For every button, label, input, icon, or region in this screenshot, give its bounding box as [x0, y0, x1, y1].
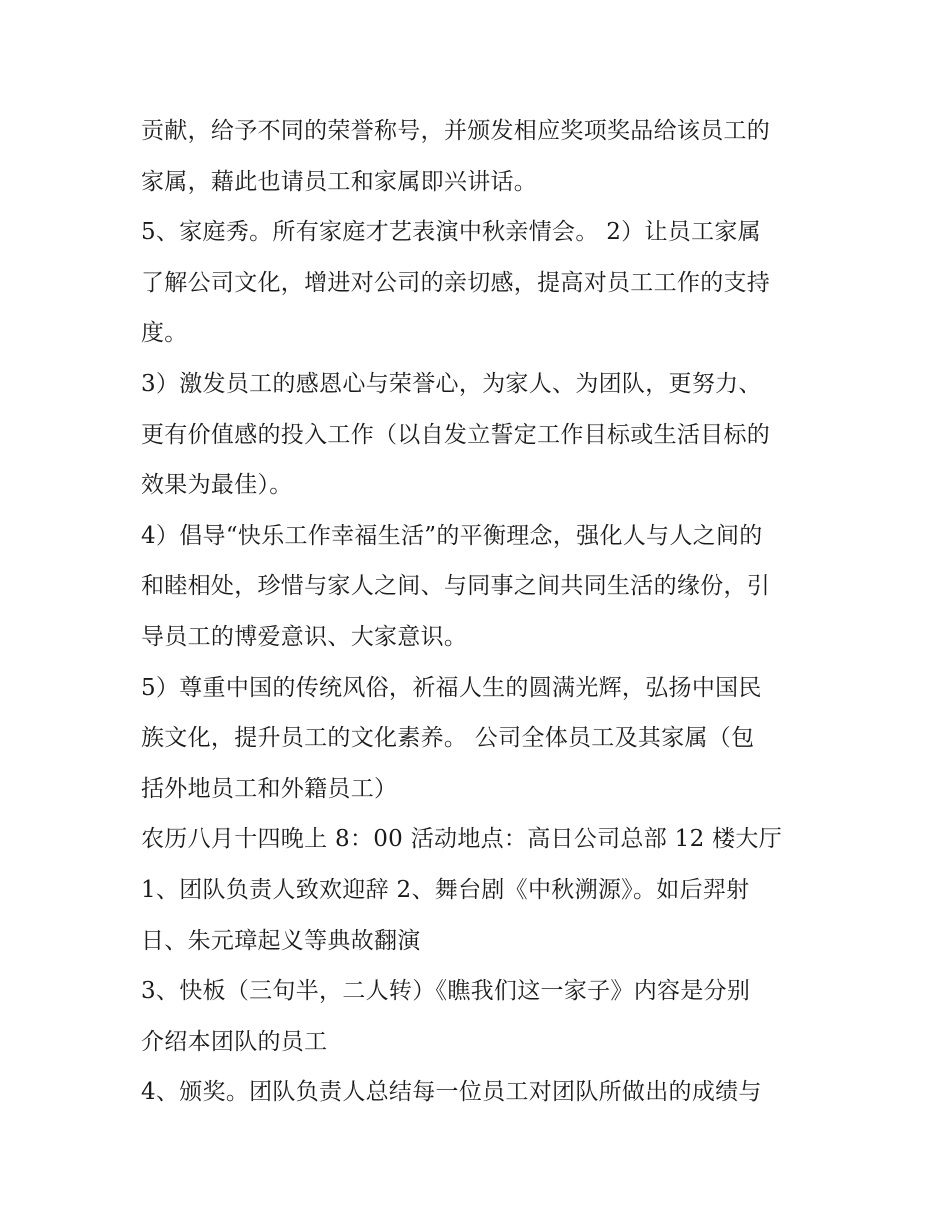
- text-line: 括外地员工和外籍员工）: [141, 775, 398, 802]
- text-line: 度。: [141, 320, 188, 347]
- text-line: 效果为最佳）。: [141, 472, 293, 499]
- text-line: 农历八月十四晚上 8：00 活动地点：高日公司总部 12 楼大厅: [141, 826, 783, 853]
- text-line: 3、快板（三句半，二人转）《瞧我们这一家子》内容是分别: [141, 978, 751, 1005]
- text-line: 日、朱元璋起义等典故翻演: [141, 927, 421, 954]
- text-line: 了解公司文化，增进对公司的亲切感，提高对员工工作的支持: [141, 269, 771, 296]
- text-line: 族文化，提升员工的文化素养。 公司全体员工及其家属（包: [141, 725, 755, 752]
- text-line: 3）激发员工的感恩心与荣誉心，为家人、为团队，更努力、: [141, 370, 762, 397]
- document-body: [141, 106, 821, 1118]
- text-line: 1、团队负责人致欢迎辞 2、舞台剧《中秋溯源》。如后羿射: [141, 876, 750, 903]
- text-line: 5、家庭秀。所有家庭才艺表演中秋亲情会。 2）让员工家属: [141, 219, 761, 246]
- text-line: 贡献，给予不同的荣誉称号，并颁发相应奖项奖品给该员工的: [141, 118, 771, 144]
- text-line: 和睦相处，珍惜与家人之间、与同事之间共同生活的缘份，引: [141, 573, 771, 600]
- text-line: 5）尊重中国的传统风俗，祈福人生的圆满光辉，弘扬中国民: [141, 674, 762, 701]
- text-line: 更有价值感的投入工作（以自发立誓定工作目标或生活目标的: [141, 421, 771, 448]
- text-line: 导员工的博爱意识、大家意识。: [141, 623, 468, 650]
- text-line: 4、颁奖。团队负责人总结每一位员工对团队所做出的成绩与: [141, 1079, 762, 1106]
- text-line: 介绍本团队的员工: [141, 1028, 328, 1055]
- text-line: 家属，藉此也请员工和家属即兴讲话。: [141, 168, 538, 195]
- text-line: 4）倡导“快乐工作幸福生活”的平衡理念，强化人与人之间的: [141, 522, 763, 549]
